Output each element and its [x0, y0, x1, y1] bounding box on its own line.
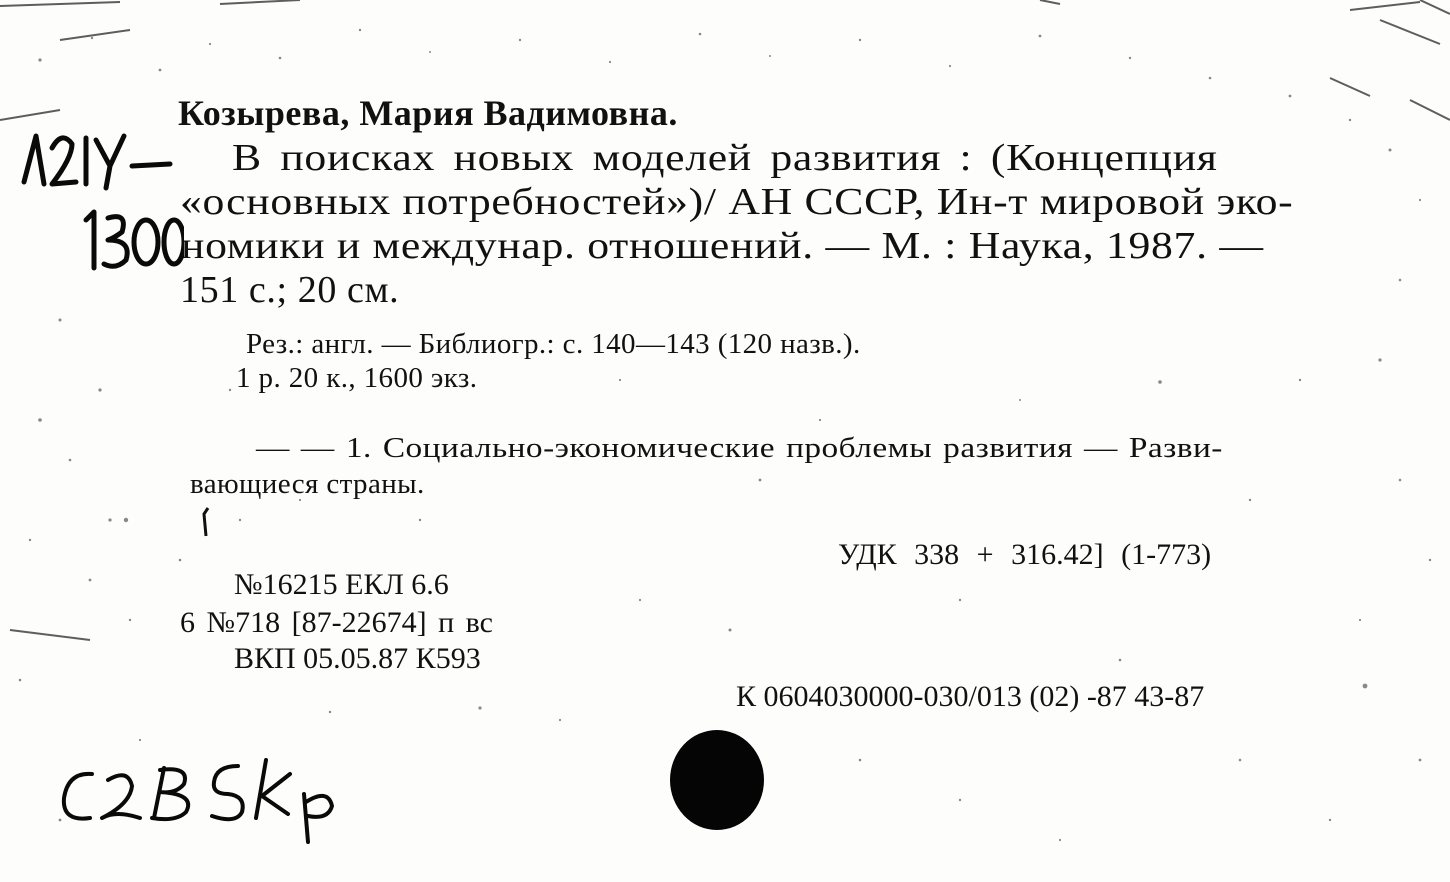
- note-summary-bibliography: Рез.: англ. — Библиогр.: с. 140—143 (120 назв.).: [246, 328, 861, 360]
- note-price-copies: 1 р. 20 к., 1600 экз.: [236, 362, 478, 394]
- subject-heading-line-1: — — 1. Социально-экономические проблемы развития — Разви-: [256, 432, 1223, 464]
- udc-classification: УДК 338 + 316.42] (1-773): [838, 538, 1212, 571]
- title-line-4: 151 с.; 20 см.: [180, 269, 400, 311]
- title-line-3: номики и междунар. отношений. — М. : Наука, 1987. —: [181, 225, 1264, 267]
- handwritten-shelf-number: [14, 122, 184, 282]
- punch-hole: [670, 730, 764, 830]
- publication-code: К 0604030000-030/013 (02) -87 43-87: [736, 680, 1205, 713]
- handwritten-location-code: [56, 752, 376, 852]
- author-heading: Козырева, Мария Вадимовна.: [178, 93, 678, 133]
- registration-line-1: №16215 ЕКЛ 6.6: [234, 568, 449, 601]
- registration-line-3: ВКП 05.05.87 К593: [234, 642, 481, 675]
- bracket-mark: [204, 508, 208, 536]
- title-line-2: «основных потребностей»)/ АН СССР, Ин-т мировой эко-: [180, 181, 1294, 223]
- registration-line-2: 6 №718 [87-22674] п вс: [180, 606, 493, 639]
- title-line-1: В поисках новых моделей развития : (Концепция: [232, 137, 1218, 179]
- subject-heading-line-2: вающиеся страны.: [190, 468, 425, 500]
